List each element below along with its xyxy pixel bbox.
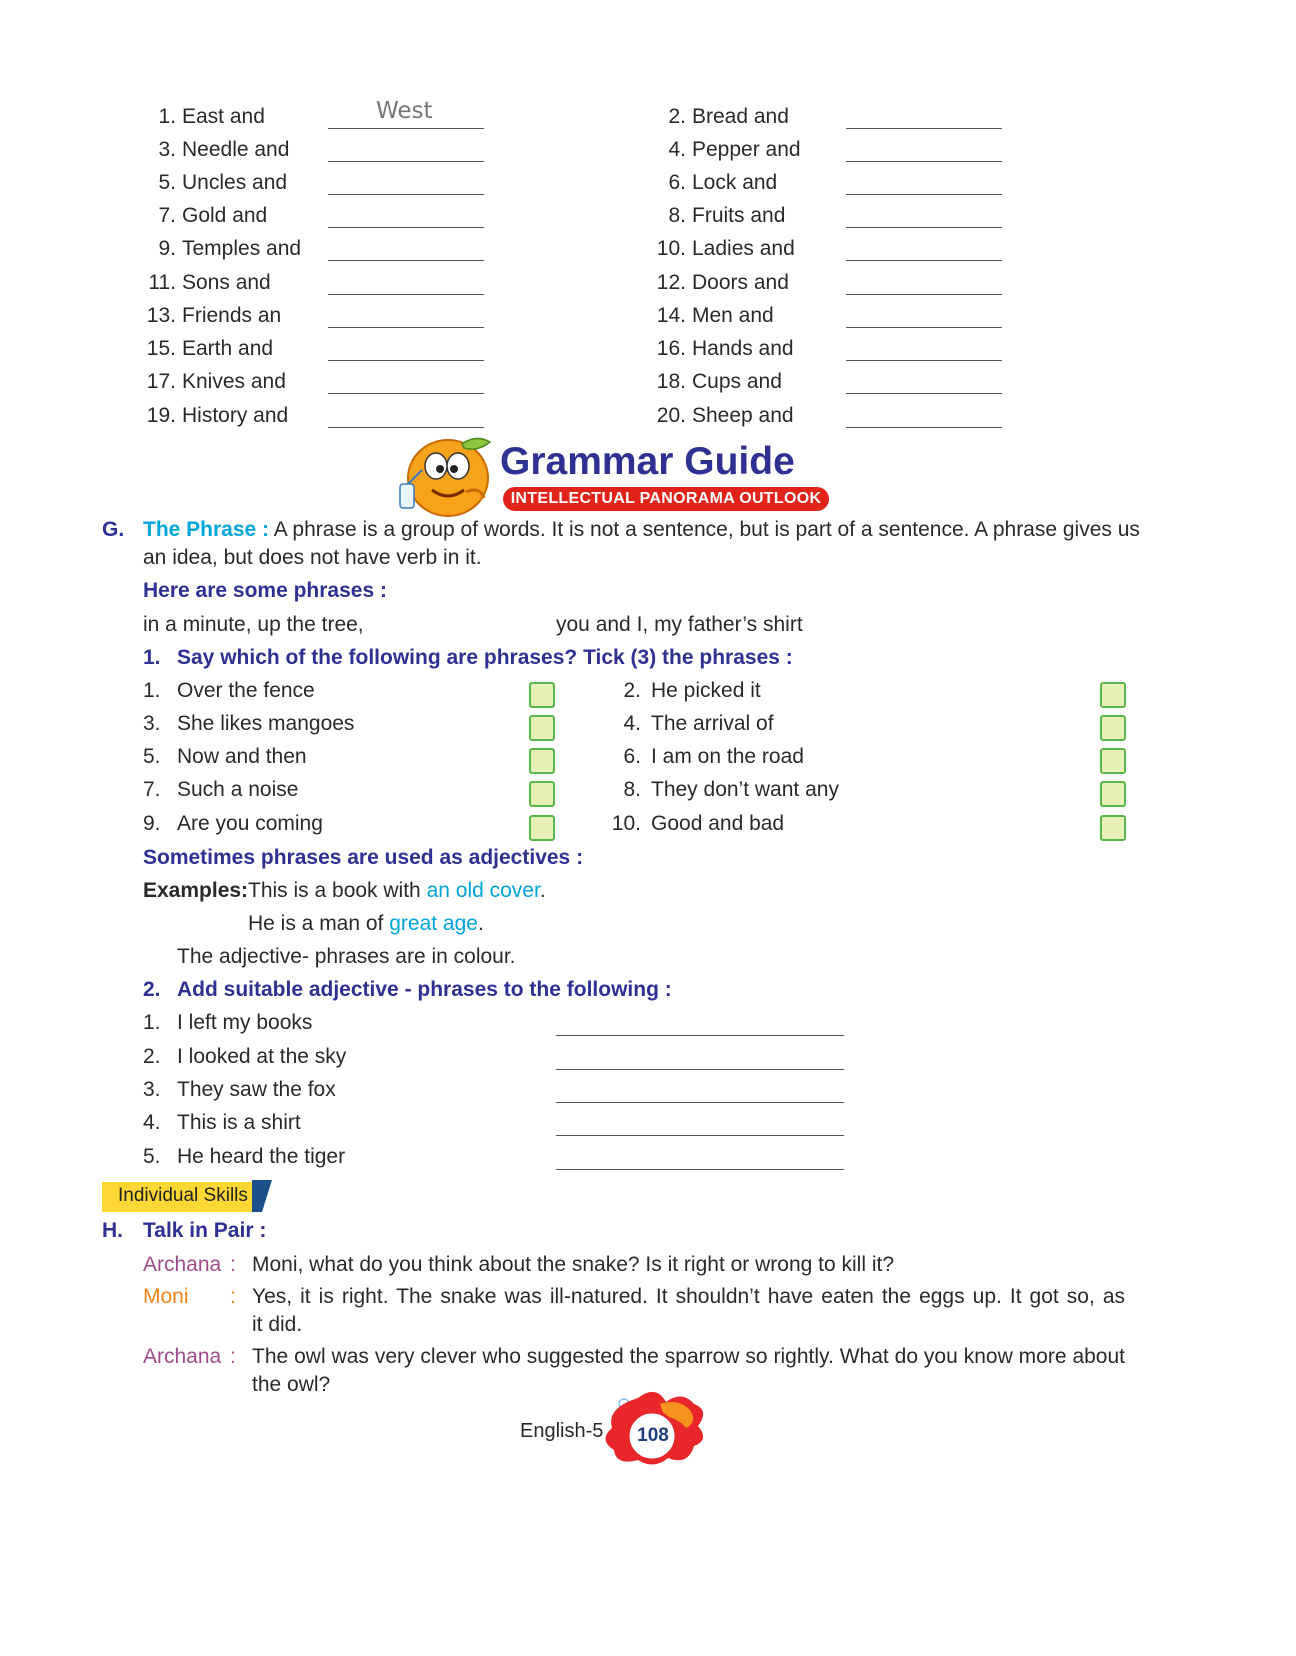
list-item — [140, 367, 286, 397]
item-number: 8. — [668, 204, 686, 227]
list-item — [143, 812, 323, 836]
adjective-heading: Sometimes phrases are used as adjectives : — [143, 846, 584, 869]
list-item — [140, 102, 265, 132]
item-text: This is a shirt — [177, 1111, 301, 1134]
tick-checkbox[interactable] — [1100, 815, 1126, 841]
dialog-line: Yes, it is right. The snake was ill-natured. It shouldn’t have eaten the eggs up. It got so, as — [252, 1285, 1125, 1308]
definition-line — [143, 518, 1140, 542]
item-text: Knives and — [182, 370, 286, 393]
item-number: 4. — [143, 1111, 161, 1134]
tick-checkbox[interactable] — [529, 781, 555, 807]
definition-line: an idea, but does not have verb in it. — [143, 546, 482, 569]
answer-blank[interactable] — [328, 268, 484, 295]
item-number: 9. — [143, 812, 161, 835]
list-item — [140, 168, 287, 198]
page-number: 108 — [637, 1425, 669, 1446]
item-number: 11. — [148, 271, 176, 294]
examples-left: in a minute, up the tree, — [143, 613, 364, 636]
tick-checkbox[interactable] — [529, 682, 555, 708]
item-text: Hands and — [692, 337, 794, 360]
example-text: This is a book with — [248, 879, 427, 902]
list-item — [605, 712, 774, 736]
definition-text: A phrase is a group of words. It is not a sentence, but is part of a sentence. A phrase gives us — [273, 518, 1140, 541]
answer-blank[interactable] — [846, 401, 1002, 428]
list-item — [650, 334, 794, 364]
list-item — [143, 1011, 312, 1035]
item-text: The arrival of — [651, 712, 774, 735]
list-item — [140, 301, 281, 331]
answer-blank[interactable] — [556, 1109, 844, 1136]
answer-blank[interactable] — [556, 1143, 844, 1170]
item-number: 15. — [146, 337, 176, 360]
speaker-name: Moni — [143, 1285, 189, 1308]
list-item — [650, 367, 782, 397]
item-text: Such a noise — [177, 778, 299, 801]
list-item — [650, 301, 774, 331]
list-item — [650, 135, 801, 165]
item-text: Needle and — [182, 138, 290, 161]
item-number: 1. — [143, 679, 161, 702]
example-sentence — [248, 879, 546, 903]
item-number: 18. — [656, 370, 686, 393]
example-punct: . — [539, 879, 546, 902]
answer-blank[interactable] — [846, 367, 1002, 394]
item-text: Doors and — [692, 271, 789, 294]
answer-blank[interactable] — [328, 234, 484, 261]
examples-label: Examples: — [143, 879, 249, 902]
item-text: I am on the road — [651, 745, 804, 768]
item-text: Friends an — [182, 304, 282, 327]
item-text: I looked at the sky — [177, 1045, 347, 1068]
section-letter: G. — [102, 518, 125, 541]
dialog-line: it did. — [252, 1313, 303, 1336]
tick-checkbox[interactable] — [529, 748, 555, 774]
answer-blank[interactable] — [846, 168, 1002, 195]
item-number: 2. — [668, 105, 686, 128]
item-text: Uncles and — [182, 171, 288, 194]
item-text: East and — [182, 105, 265, 128]
dialog-line: The owl was very clever who suggested the sparrow so rightly. What do you know more about — [252, 1345, 1125, 1368]
answer-blank[interactable] — [556, 1043, 844, 1070]
answer-blank[interactable] — [328, 168, 484, 195]
item-number: 3. — [143, 712, 161, 735]
examples-heading: Here are some phrases : — [143, 579, 387, 602]
skills-tag: Individual Skills — [118, 1185, 248, 1206]
list-item — [650, 168, 777, 198]
example-text: He is a man of — [248, 912, 390, 935]
section-letter: H. — [102, 1219, 123, 1242]
tick-checkbox[interactable] — [1100, 748, 1126, 774]
item-text: Ladies and — [692, 237, 795, 260]
item-number: 19. — [146, 404, 176, 427]
item-number: 5. — [143, 745, 161, 768]
item-text: Earth and — [182, 337, 274, 360]
item-text: Pepper and — [692, 138, 801, 161]
list-item — [140, 201, 267, 231]
item-text: Sons and — [182, 271, 271, 294]
list-item — [605, 745, 804, 769]
list-item — [650, 401, 794, 431]
item-text: Fruits and — [692, 204, 786, 227]
list-item — [140, 268, 271, 298]
adjective-phrase: great age — [389, 912, 478, 935]
item-number: 3. — [143, 1078, 161, 1101]
item-text: They saw the fox — [177, 1078, 336, 1101]
list-item — [143, 679, 315, 703]
list-item — [140, 401, 288, 431]
list-item — [143, 745, 307, 769]
list-item — [143, 712, 354, 736]
speaker-name: Archana — [143, 1345, 222, 1368]
question-2-label: 2. — [143, 978, 161, 1001]
item-text: They don’t want any — [651, 778, 839, 801]
answer-blank[interactable] — [846, 334, 1002, 361]
item-number: 6. — [623, 745, 641, 768]
item-number: 1. — [143, 1011, 161, 1034]
item-number: 14. — [656, 304, 686, 327]
answer-blank[interactable] — [846, 301, 1002, 328]
tick-checkbox[interactable] — [1100, 682, 1126, 708]
list-item — [650, 102, 789, 132]
list-item — [140, 135, 289, 165]
item-text: Good and bad — [651, 812, 785, 835]
item-number: 7. — [158, 204, 176, 227]
list-item — [650, 201, 785, 231]
speaker-colon: : — [230, 1253, 236, 1276]
list-item — [143, 1145, 345, 1169]
tick-checkbox[interactable] — [1100, 781, 1126, 807]
orange-mascot-icon — [392, 432, 500, 518]
speaker-colon: : — [230, 1345, 236, 1368]
item-number: 20. — [656, 404, 686, 427]
item-text: Bread and — [692, 105, 789, 128]
answer-blank[interactable] — [328, 135, 484, 162]
list-item — [605, 812, 784, 836]
item-number: 1. — [158, 105, 176, 128]
examples-right: you and I, my father’s shirt — [556, 613, 803, 636]
speaker-colon: : — [230, 1285, 236, 1308]
dialog-line: Moni, what do you think about the snake? Is it right or wrong to kill it? — [252, 1253, 895, 1276]
answer-blank[interactable] — [556, 1076, 844, 1103]
item-text: She likes mangoes — [177, 712, 355, 735]
answer-blank[interactable] — [846, 201, 1002, 228]
list-item — [143, 1078, 336, 1102]
answer-blank[interactable] — [846, 102, 1002, 129]
item-number: 13. — [146, 304, 176, 327]
adjective-note: The adjective- phrases are in colour. — [177, 945, 516, 968]
item-text: Temples and — [182, 237, 302, 260]
question-2-text: Add suitable adjective - phrases to the following : — [177, 978, 672, 1001]
item-number: 6. — [668, 171, 686, 194]
item-number: 7. — [143, 778, 161, 801]
tick-checkbox[interactable] — [529, 815, 555, 841]
item-number: 10. — [656, 237, 686, 260]
answer-blank[interactable] — [556, 1009, 844, 1036]
item-text: Are you coming — [177, 812, 323, 835]
item-number: 17. — [146, 370, 176, 393]
list-item — [605, 679, 761, 703]
item-text: Now and then — [177, 745, 307, 768]
item-text: Gold and — [182, 204, 268, 227]
item-text: Men and — [692, 304, 774, 327]
item-text: He picked it — [651, 679, 761, 702]
answer-blank[interactable] — [328, 367, 484, 394]
list-item — [140, 234, 301, 264]
item-number: 9. — [158, 237, 176, 260]
answer-blank[interactable] — [328, 334, 484, 361]
item-number: 4. — [623, 712, 641, 735]
item-number: 5. — [143, 1145, 161, 1168]
item-number: 2. — [143, 1045, 161, 1068]
handwritten-answer: West — [376, 98, 433, 124]
item-text: Cups and — [692, 370, 782, 393]
list-item — [143, 778, 298, 802]
list-item — [143, 1045, 346, 1069]
item-number: 2. — [623, 679, 641, 702]
item-number: 4. — [668, 138, 686, 161]
term-label: The Phrase : — [143, 518, 270, 541]
list-item — [650, 268, 789, 298]
answer-blank[interactable] — [328, 401, 484, 428]
example-punct: . — [477, 912, 484, 935]
banner-subtitle: INTELLECTUAL PANORAMA OUTLOOK — [503, 487, 829, 511]
list-item — [650, 234, 795, 264]
question-1-text: Say which of the following are phrases? Tick (3) the phrases : — [177, 646, 793, 669]
tick-checkbox[interactable] — [1100, 715, 1126, 741]
speaker-name: Archana — [143, 1253, 222, 1276]
adjective-phrase: an old cover — [426, 879, 540, 902]
item-text: Sheep and — [692, 404, 794, 427]
answer-blank[interactable] — [328, 301, 484, 328]
answer-blank[interactable] — [846, 234, 1002, 261]
item-number: 16. — [656, 337, 686, 360]
item-number: 5. — [158, 171, 176, 194]
list-item — [140, 334, 273, 364]
answer-blank[interactable] — [328, 201, 484, 228]
item-text: He heard the tiger — [177, 1145, 346, 1168]
list-item — [605, 778, 839, 802]
answer-blank[interactable] — [846, 135, 1002, 162]
item-text: I left my books — [177, 1011, 313, 1034]
list-item — [143, 1111, 301, 1135]
item-number: 3. — [158, 138, 176, 161]
dialog-line: the owl? — [252, 1373, 331, 1396]
question-1-label: 1. — [143, 646, 161, 669]
item-number: 12. — [656, 271, 686, 294]
example-sentence — [248, 912, 484, 936]
book-title: English-5 — [520, 1420, 604, 1442]
item-text: History and — [182, 404, 289, 427]
item-text: Over the fence — [177, 679, 315, 702]
item-number: 8. — [623, 778, 641, 801]
banner-title: Grammar Guide — [500, 440, 795, 483]
item-number: 10. — [611, 812, 641, 835]
answer-blank[interactable] — [846, 268, 1002, 295]
tick-checkbox[interactable] — [529, 715, 555, 741]
item-text: Lock and — [692, 171, 778, 194]
section-title: Talk in Pair : — [143, 1219, 267, 1242]
